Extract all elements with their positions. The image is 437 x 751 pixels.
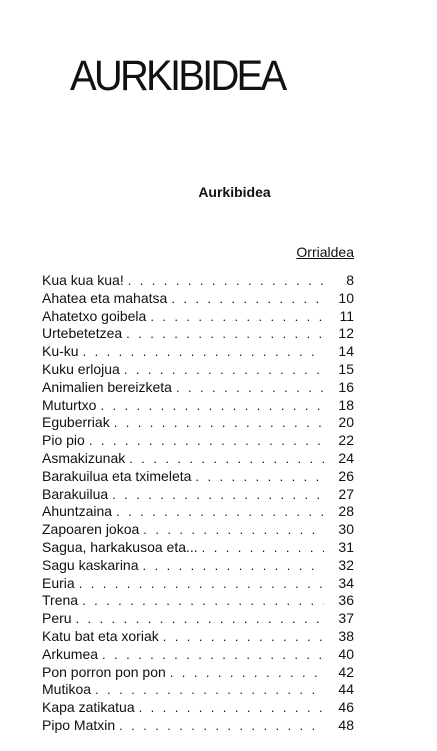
toc-leader-dots — [83, 343, 324, 361]
page-title: AURKIBIDEA — [70, 52, 285, 100]
toc-entry-page: 11 — [339, 307, 354, 324]
toc-entry-page: 18 — [338, 396, 354, 413]
toc-entry — [42, 450, 354, 468]
toc-entry-page: 27 — [338, 485, 354, 502]
toc-entry — [42, 681, 354, 699]
toc-leader-dots — [124, 361, 324, 379]
toc-entry-page: 10 — [338, 289, 354, 306]
toc-entry-title: Kapa zatikatua — [42, 699, 135, 716]
toc-entry — [42, 486, 354, 504]
toc-entry-title: Arkumea — [42, 645, 99, 662]
toc-entry — [42, 308, 354, 326]
toc-entry-title: Kuku erlojua — [42, 360, 120, 377]
toc-entry-title: Pipo Matxin — [42, 716, 116, 733]
toc-entry — [42, 539, 354, 557]
toc-entry-title: Pio pio — [42, 432, 85, 449]
toc-entry-page: 48 — [338, 716, 354, 733]
toc-leader-dots — [129, 450, 324, 468]
toc-entry-title: Barakuilua eta tximeleta — [42, 467, 192, 484]
toc-entry — [42, 503, 354, 521]
toc-leader-dots — [176, 379, 324, 397]
toc-leader-dots — [102, 646, 324, 664]
toc-entry-title: Kua kua kua! — [42, 272, 124, 288]
toc-entry-title: Peru — [42, 610, 72, 627]
toc-entry — [42, 468, 354, 486]
toc-entry-page: 40 — [338, 645, 354, 662]
toc-entry-page: 8 — [346, 272, 354, 288]
toc-entry — [42, 325, 354, 343]
toc-leader-dots — [202, 539, 324, 557]
toc-leader-dots — [95, 681, 324, 699]
toc-entry — [42, 664, 354, 682]
toc-entry — [42, 361, 354, 379]
toc-entry — [42, 717, 354, 735]
toc-entry-page: 22 — [338, 432, 354, 449]
toc-entry-title: Animalien bereizketa — [42, 378, 172, 395]
toc-entry-title: Eguberriak — [42, 414, 110, 431]
toc-entry-title: Sagu kaskarina — [42, 556, 139, 573]
toc-entry-page: 34 — [338, 574, 354, 591]
toc-entry-title: Euria — [42, 574, 75, 591]
toc-entry-title: Asmakizunak — [42, 449, 126, 466]
toc-entry-page: 15 — [338, 360, 354, 377]
toc-entry-page: 46 — [338, 699, 354, 716]
toc-entry-page: 16 — [338, 378, 354, 395]
toc-leader-dots — [82, 592, 324, 610]
toc-entry-page: 36 — [338, 592, 354, 609]
toc-leader-dots — [143, 557, 324, 575]
toc-entry-title: Pon porron pon pon — [42, 663, 166, 680]
toc-entry — [42, 432, 354, 450]
toc-entry-title: Mutikoa — [42, 681, 92, 698]
toc-entry-page: 31 — [338, 538, 354, 555]
toc-entry — [42, 699, 354, 717]
toc-entry — [42, 343, 354, 361]
toc-leader-dots — [139, 699, 324, 717]
toc-entry-page: 30 — [338, 521, 354, 538]
toc-entry — [42, 610, 354, 628]
toc-leader-dots — [195, 468, 324, 486]
toc-entry-page: 32 — [338, 556, 354, 573]
toc-entry-page: 24 — [338, 449, 354, 466]
toc-entry-page: 44 — [338, 681, 354, 698]
toc-entry — [42, 414, 354, 432]
toc-entry-page: 38 — [338, 627, 354, 644]
toc-entry-title: Ku-ku — [42, 343, 79, 360]
toc-subtitle: Aurkibidea — [198, 184, 271, 200]
toc-entry — [42, 521, 354, 539]
toc-leader-dots — [119, 717, 324, 735]
toc-entry-title: Katu bat eta xoriak — [42, 627, 159, 644]
toc-entry-title: Barakuilua — [42, 485, 109, 502]
toc-entry — [42, 592, 354, 610]
toc-leader-dots — [128, 272, 324, 290]
toc-entry-page: 37 — [338, 610, 354, 627]
toc-entry-title: Ahatea eta mahatsa — [42, 289, 168, 306]
toc-leader-dots — [79, 575, 324, 593]
toc-leader-dots — [143, 521, 324, 539]
toc-entry-page: 20 — [338, 414, 354, 431]
table-of-contents — [42, 272, 354, 735]
toc-leader-dots — [170, 664, 324, 682]
toc-entry-title: Ahatetxo goibela — [42, 307, 147, 324]
toc-entry-title: Trena — [42, 592, 79, 609]
toc-entry-page: 28 — [338, 503, 354, 520]
toc-leader-dots — [100, 397, 324, 415]
toc-entry-page: 26 — [338, 467, 354, 484]
toc-leader-dots — [76, 610, 324, 628]
toc-leader-dots — [163, 628, 324, 646]
toc-entry — [42, 646, 354, 664]
toc-leader-dots — [150, 308, 324, 326]
page-column-header: Orrialdea — [296, 244, 354, 260]
toc-entry — [42, 290, 354, 308]
toc-leader-dots — [89, 432, 324, 450]
toc-entry-page: 14 — [338, 343, 354, 360]
toc-leader-dots — [114, 414, 324, 432]
toc-entry — [42, 272, 354, 290]
toc-entry — [42, 379, 354, 397]
toc-entry — [42, 557, 354, 575]
toc-entry-title: Ahuntzaina — [42, 503, 113, 520]
toc-entry-page: 42 — [338, 663, 354, 680]
toc-entry-title: Urtebetetzea — [42, 325, 123, 342]
toc-leader-dots — [112, 486, 324, 504]
toc-entry-title: Muturtxo — [42, 396, 97, 413]
toc-entry-title: Sagua, harkakusoa eta... — [42, 538, 198, 555]
toc-entry — [42, 575, 354, 593]
toc-entry-title: Zapoaren jokoa — [42, 521, 140, 538]
toc-leader-dots — [116, 503, 324, 521]
toc-leader-dots — [126, 325, 324, 343]
toc-entry — [42, 628, 354, 646]
toc-entry — [42, 397, 354, 415]
toc-leader-dots — [171, 290, 324, 308]
toc-entry-page: 12 — [338, 325, 354, 342]
